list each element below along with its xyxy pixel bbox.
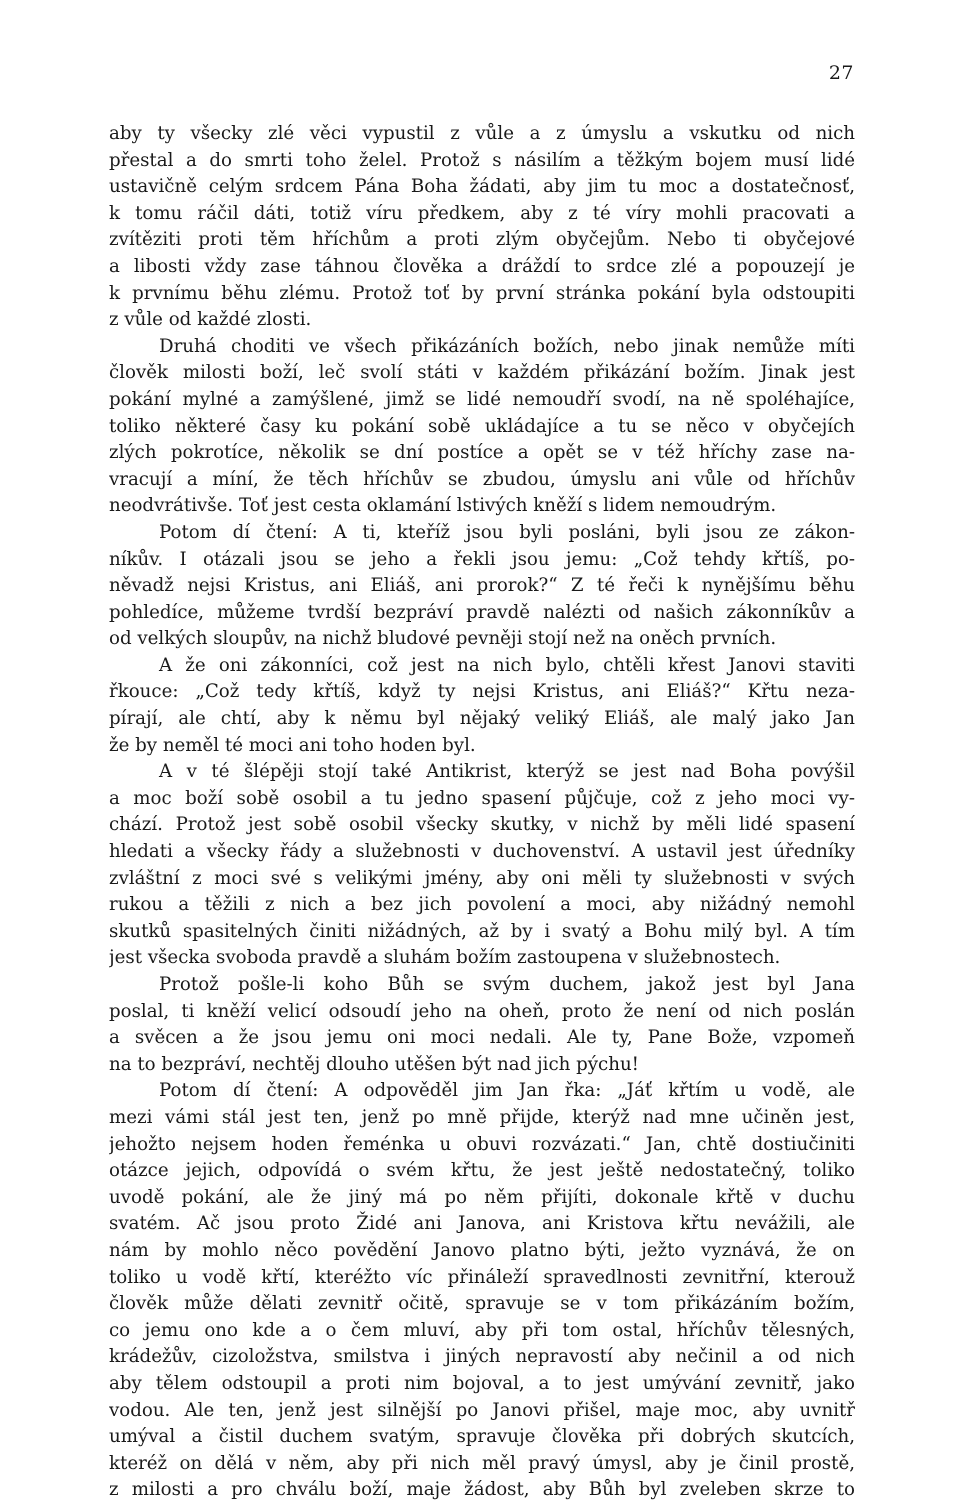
text-line: zvítěziti proti těm hříchům a proti zlým obyčejům. Nebo ti obyčejové <box>109 229 855 251</box>
text-line: jest všecka svoboda pravdě a sluhám božím zastoupena v služebnostech. <box>109 947 781 969</box>
text-line: chází. Protož jest sobě osobil všecky skutky, v nichž by měli lidé spasení <box>109 814 855 836</box>
text-line: k prvnímu běhu zlému. Protož toť by první stránka pokání byla odstoupiti <box>109 282 855 304</box>
text-line: jehožto nejsem hoden řeménka u obuvi rozvázati.“ Jan, chtě dostiučiniti <box>109 1133 855 1155</box>
text-line: něvadž nejsi Kristus, ani Eliáš, ani prorok?“ Z té řeči k nynějšímu běhu <box>109 575 855 597</box>
text-line: A že oni zákonníci, což jest na nich bylo, chtěli křest Janovi staviti <box>159 654 855 676</box>
body-text <box>109 121 855 1504</box>
text-line: uvodě pokání, ale že jiný má po něm přijíti, dokonale křtě v duchu <box>109 1186 855 1208</box>
text-line: a moc boží sobě osobil a tu jedno spasení půjčuje, což z jeho moci vy- <box>109 787 855 809</box>
text-line: a svěcen a že jsou jemu oni moci nedali. Ale ty, Pane Bože, vzpomeň <box>109 1027 855 1049</box>
text-line: na to bezpráví, nechtěj dlouho utěšen být nad jich pýchu! <box>109 1053 639 1075</box>
text-line: aby tělem odstoupil a proti nim bojoval, a to jest umývání zevnitř, jako <box>109 1372 855 1394</box>
text-line: toliko u vodě křtí, kteréžto víc přináleží spravedlnosti zevnitřní, kterouž <box>109 1266 855 1288</box>
text-line: neodvrátivše. Toť jest cesta oklamání lstivých kněží s lidem nemoudrým. <box>109 495 777 517</box>
text-line: krádežův, cizoložstva, smilstva i jiných nepravostí aby nečinil a od nich <box>109 1346 855 1368</box>
text-line: zlých pokrotíce, několik se dní postíce a opět se v též hříchy zase na- <box>109 442 855 464</box>
text-line: níkův. I otázali jsou se jeho a řekli jsou jemu: „Což tehdy křtíš, po- <box>109 548 855 570</box>
text-line: z milosti a pro chválu boží, maje žádost, aby Bůh byl zveleben skrze to <box>109 1479 855 1501</box>
text-line: Protož pošle-li koho Bůh se svým duchem, jakož jest byl Jana <box>159 974 855 995</box>
text-line: pohledíce, můžeme tvrdší bezpráví pravdě nalézti od našich zákonníkův a <box>109 601 855 623</box>
text-line: od velkých sloupův, na nichž bludové pevněji stojí než na oněch prvních. <box>109 628 777 650</box>
text-line: poslal, ti kněží velicí odsoudí jeho na oheň, proto že není od nich poslán <box>109 1000 855 1022</box>
text-line: co jemu ono kde a o čem mluví, aby při tom ostal, hříchův tělesných, <box>109 1319 855 1341</box>
text-line: Potom dí čtení: A ti, kteříž jsou byli posláni, byli jsou ze zákon- <box>159 521 855 543</box>
text-line: toliko některé časy ku pokání sobě ukládajíce a tu se něco v obyčejích <box>109 415 855 437</box>
text-line: přestal a do smrti toho želel. Protož s násilím a těžkým bojem musí lidé <box>109 149 855 171</box>
text-line: nám by mohlo něco povědění Janovo platno býti, ježto vyznává, že on <box>109 1239 855 1261</box>
text-line: rukou a těžili z nich a bez jich povolení a moci, aby nižádný nemohl <box>109 894 855 916</box>
text-line: hledati a všecky řády a služebnosti v duchovenství. A ustavil jest úředníky <box>109 841 855 863</box>
text-line: pírají, ale chtí, aby k němu byl nějaký veliký Eliáš, ale malý jako Jan <box>109 708 855 730</box>
text-line: zvláštní z moci své s velikými jmény, aby oni měli ty služebnosti v svých <box>109 867 855 889</box>
text-line: mezi vámi stál jest ten, jenž po mně přijde, kterýž nad mne učiněn jest, <box>109 1106 855 1128</box>
text-line: k tomu ráčil dáti, totiž víru předkem, aby z té víry mohli pracovati a <box>109 202 855 224</box>
text-line: umýval a čistil duchem svatým, spravuje člověka při dobrých skutcích, <box>109 1426 855 1448</box>
text-line: člověk může dělati zevnitř očitě, spravuje se v tom přikázáním božím, <box>109 1293 855 1315</box>
text-line: A v té šlépěji stojí také Antikrist, kterýž se jest nad Boha povýšil <box>159 761 855 783</box>
text-line: ustavičně celým srdcem Pána Boha žádati, aby jim tu moc a dostatečnosť, <box>109 176 855 198</box>
page-number: 27 <box>828 62 854 84</box>
text-line: pokání mylné a zamýšlené, jimž se lidé nemoudří svodí, na ně spoléhajíce, <box>109 388 855 410</box>
text-line: vracují a míní, že těch hříchův se zbudou, úmyslu ani vůle od hříchův <box>109 468 855 490</box>
text-line: a libosti vždy zase táhnou člověka a dráždí to srdce zlé a popouzejí je <box>109 255 855 277</box>
text-line: člověk milosti boží, leč svolí státi v každém přikázání božím. Jinak jest <box>109 362 855 384</box>
text-line: že by neměl té moci ani toho hoden byl. <box>109 734 476 756</box>
text-line: aby ty všecky zlé věci vypustil z vůle a z úmyslu a vskutku od nich <box>109 123 855 144</box>
text-line: svatém. Ač jsou proto Židé ani Janova, ani Kristova křtu nevážili, ale <box>109 1213 855 1235</box>
text-line: z vůle od každé zlosti. <box>109 309 312 331</box>
text-line: řkouce: „Což tedy křtíš, když ty nejsi Kristus, ani Eliáš?“ Křtu neza- <box>109 681 855 703</box>
text-line: Potom dí čtení: A odpověděl jim Jan řka: „Jáť křtím u vodě, ale <box>159 1080 855 1102</box>
text-line: otázce jejich, odpovídá o svém křtu, že jest ještě nedostatečný, toliko <box>109 1160 855 1182</box>
text-line: skutků spasitelných činiti nižádných, až by i svatý a Bohu milý byl. A tím <box>109 920 855 942</box>
text-line: vodou. Ale ten, jenž jest silnější po Janovi přišel, maje moc, aby uvnitř <box>109 1399 855 1421</box>
text-line: Druhá choditi ve všech přikázáních božích, nebo jinak nemůže míti <box>159 335 855 357</box>
text-line: kteréž on dělá v něm, aby při nich měl pravý úmysl, aby je činil prostě, <box>109 1452 855 1474</box>
